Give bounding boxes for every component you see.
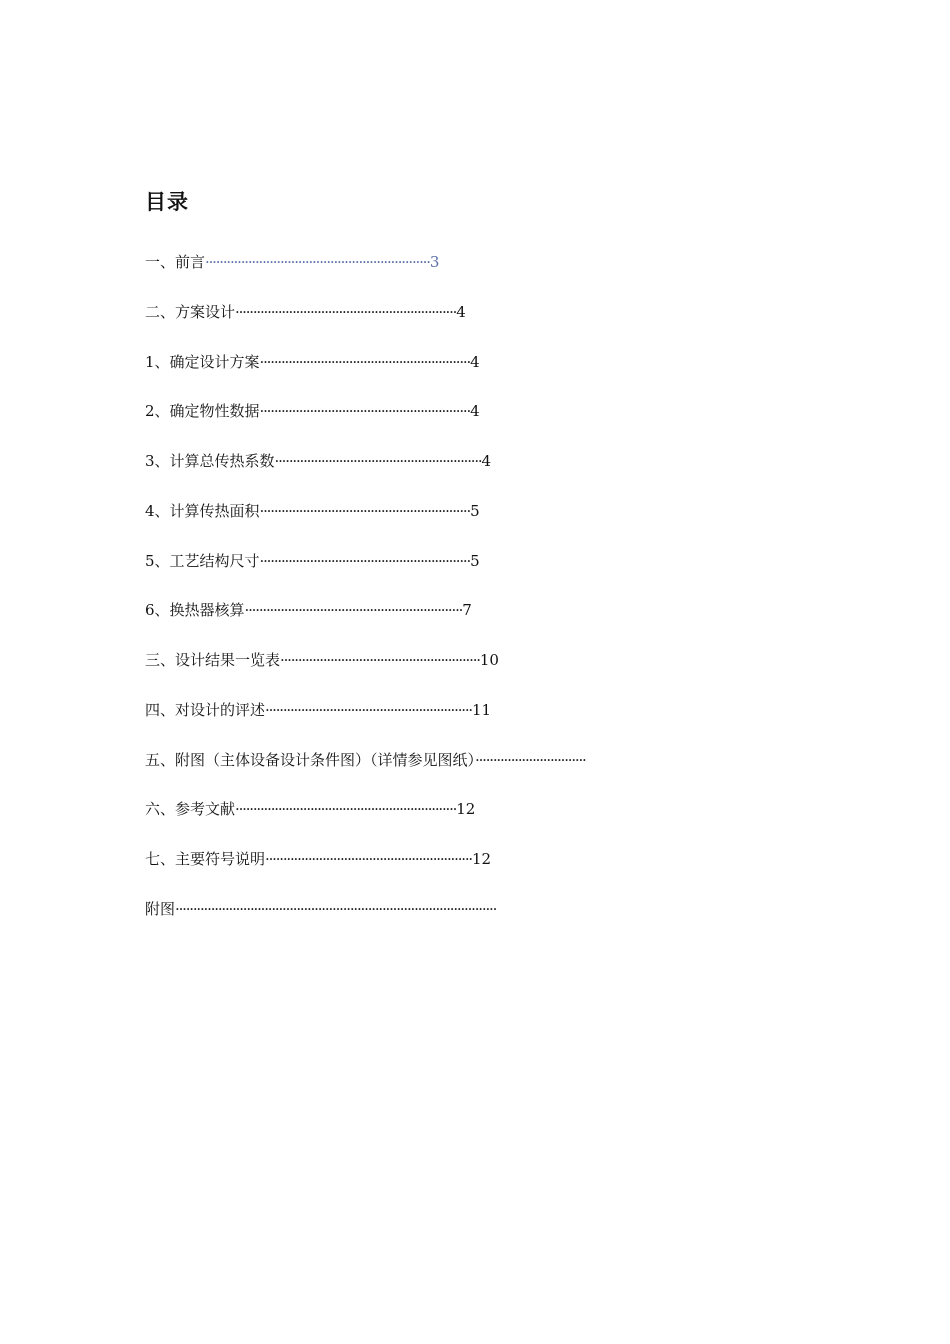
toc-leader: ························································	[280, 651, 480, 669]
toc-entry-text: 2、确定物性数据	[145, 402, 260, 421]
toc-entry-appendix-drawing[interactable]	[145, 897, 845, 947]
toc-entry-results-summary[interactable]	[145, 648, 845, 698]
toc-page-number: 4	[481, 452, 492, 470]
toc-title: 目录	[145, 190, 189, 214]
toc-leader: ······························································	[235, 302, 457, 321]
toc-page-number: 3	[429, 253, 440, 271]
toc-entry-preface[interactable]	[145, 250, 845, 300]
toc-page-number: 4	[470, 352, 480, 371]
toc-entry-text: 附图	[145, 899, 176, 918]
toc-page-number: 7	[462, 601, 472, 620]
toc-leader: ···························································	[259, 551, 471, 570]
toc-entry-text: 七、主要符号说明	[145, 850, 266, 868]
toc-page-number: 4	[456, 302, 466, 321]
toc-entry-text: 一、前言	[145, 253, 206, 271]
toc-leader: ·······························	[475, 750, 586, 769]
toc-entry-scheme-design[interactable]	[145, 300, 845, 350]
toc-entry-text: 3、计算总传热系数	[145, 452, 275, 470]
toc-leader: ···························································	[259, 501, 471, 520]
toc-page-number: 5	[470, 501, 480, 520]
toc-entry-text: 三、设计结果一览表	[145, 651, 281, 669]
toc-entry-text: 二、方案设计	[145, 302, 236, 321]
toc-leader: ··························································	[265, 700, 472, 719]
toc-list	[145, 250, 845, 947]
toc-entry-physical-properties[interactable]	[145, 399, 845, 449]
toc-entry-attached-drawing-conditions[interactable]	[145, 748, 845, 798]
toc-entry-design-review[interactable]	[145, 698, 845, 748]
toc-page-number: 11	[471, 700, 492, 719]
toc-leader: ·····························································	[244, 601, 463, 620]
toc-leader: ······························································	[235, 800, 457, 819]
toc-entry-exchanger-check[interactable]	[145, 598, 845, 648]
toc-leader: ···························································	[259, 402, 471, 421]
toc-entry-structure-dimensions[interactable]	[145, 549, 845, 599]
toc-entry-text: 六、参考文献	[145, 800, 236, 819]
toc-entry-text: 1、确定设计方案	[145, 352, 260, 371]
toc-entry-determine-scheme[interactable]	[145, 350, 845, 400]
toc-leader: ··························································································	[175, 899, 497, 918]
toc-page-number: 12	[456, 800, 476, 819]
toc-entry-text: 五、附图（主体设备设计条件图）（详情参见图纸）	[145, 750, 476, 769]
toc-page-number: 5	[470, 551, 480, 570]
toc-page-number: 12	[471, 850, 492, 868]
toc-entry-heat-transfer-coefficient[interactable]	[145, 449, 845, 499]
toc-leader: ···························································	[259, 352, 471, 371]
toc-entry-text: 四、对设计的评述	[145, 700, 266, 719]
toc-entry-text: 5、工艺结构尺寸	[145, 551, 260, 570]
toc-page-number: 4	[470, 402, 480, 421]
toc-leader: ·······························································	[205, 253, 430, 271]
toc-entry-text: 6、换热器核算	[145, 601, 245, 620]
toc-leader: ··························································	[274, 452, 482, 470]
toc-entry-references[interactable]	[145, 797, 845, 847]
toc-leader: ··························································	[265, 850, 472, 868]
toc-entry-heat-transfer-area[interactable]	[145, 499, 845, 549]
toc-entry-text: 4、计算传热面积	[145, 501, 260, 520]
toc-page-number: 10	[479, 651, 499, 669]
toc-entry-symbols[interactable]	[145, 847, 845, 897]
